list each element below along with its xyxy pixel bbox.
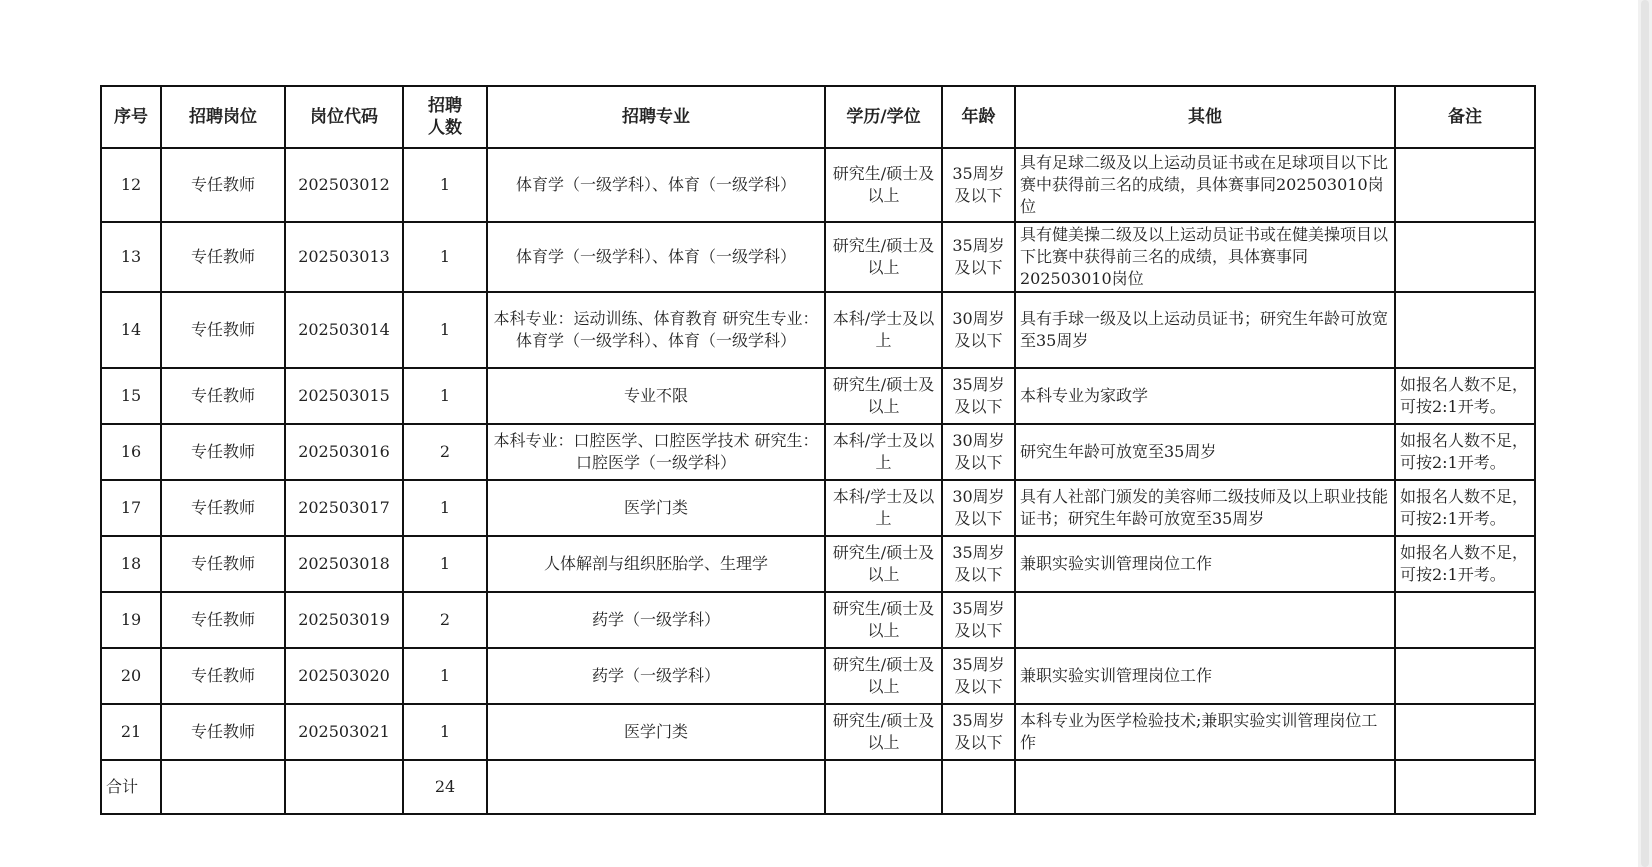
recruitment-table [100,85,1536,815]
cell-position: 专任教师 [161,222,285,292]
cell-other: 研究生年龄可放宽至35周岁 [1015,424,1395,480]
cell-no: 15 [101,368,161,424]
cell-count: 2 [403,592,487,648]
cell-major: 专业不限 [487,368,825,424]
cell-age: 30周岁及以下 [942,292,1015,368]
cell-code: 202503015 [285,368,403,424]
cell-other [1015,592,1395,648]
cell-count: 1 [403,148,487,222]
total-empty [1015,760,1395,814]
cell-count: 1 [403,648,487,704]
cell-other: 兼职实验实训管理岗位工作 [1015,536,1395,592]
cell-position: 专任教师 [161,704,285,760]
cell-age: 35周岁及以下 [942,704,1015,760]
header-note: 备注 [1395,86,1535,148]
header-count-line1: 招聘 [428,96,462,116]
cell-position: 专任教师 [161,480,285,536]
cell-no: 21 [101,704,161,760]
header-education: 学历/学位 [825,86,942,148]
cell-age: 35周岁及以下 [942,592,1015,648]
total-empty [161,760,285,814]
cell-no: 20 [101,648,161,704]
total-empty [1395,760,1535,814]
cell-note [1395,148,1535,222]
cell-count: 1 [403,536,487,592]
table-row [101,536,1535,592]
cell-no: 17 [101,480,161,536]
cell-code: 202503016 [285,424,403,480]
table-row [101,424,1535,480]
cell-education: 研究生/硕士及以上 [825,222,942,292]
cell-note: 如报名人数不足，可按2:1开考。 [1395,424,1535,480]
cell-major: 本科专业：运动训练、体育教育 研究生专业：体育学（一级学科）、体育（一级学科） [487,292,825,368]
table-row [101,292,1535,368]
cell-note [1395,222,1535,292]
cell-age: 35周岁及以下 [942,368,1015,424]
cell-other: 本科专业为医学检验技术;兼职实验实训管理岗位工作 [1015,704,1395,760]
header-count [403,86,487,148]
table-row [101,704,1535,760]
header-major: 招聘专业 [487,86,825,148]
total-empty [942,760,1015,814]
cell-code: 202503017 [285,480,403,536]
cell-no: 14 [101,292,161,368]
table-row [101,592,1535,648]
header-other: 其他 [1015,86,1395,148]
cell-count: 1 [403,480,487,536]
cell-age: 30周岁及以下 [942,424,1015,480]
header-code: 岗位代码 [285,86,403,148]
cell-education: 研究生/硕士及以上 [825,648,942,704]
cell-age: 35周岁及以下 [942,148,1015,222]
cell-other: 本科专业为家政学 [1015,368,1395,424]
header-row [101,86,1535,148]
cell-education: 本科/学士及以上 [825,424,942,480]
total-label: 合计 [101,760,161,814]
cell-age: 35周岁及以下 [942,222,1015,292]
cell-education: 研究生/硕士及以上 [825,704,942,760]
scrollbar-track[interactable] [1638,0,1652,867]
cell-code: 202503020 [285,648,403,704]
table-row [101,222,1535,292]
cell-position: 专任教师 [161,292,285,368]
cell-major: 本科专业：口腔医学、口腔医学技术 研究生：口腔医学（一级学科） [487,424,825,480]
cell-count: 1 [403,368,487,424]
total-empty [285,760,403,814]
cell-no: 12 [101,148,161,222]
cell-note: 如报名人数不足，可按2:1开考。 [1395,368,1535,424]
cell-major: 医学门类 [487,704,825,760]
scrollbar-thumb[interactable] [1641,0,1649,867]
cell-position: 专任教师 [161,368,285,424]
cell-note [1395,648,1535,704]
cell-age: 35周岁及以下 [942,536,1015,592]
cell-position: 专任教师 [161,536,285,592]
cell-education: 研究生/硕士及以上 [825,592,942,648]
cell-position: 专任教师 [161,148,285,222]
cell-note [1395,292,1535,368]
table-row [101,148,1535,222]
cell-other: 兼职实验实训管理岗位工作 [1015,648,1395,704]
cell-education: 本科/学士及以上 [825,480,942,536]
cell-count: 1 [403,704,487,760]
cell-major: 医学门类 [487,480,825,536]
cell-education: 研究生/硕士及以上 [825,368,942,424]
cell-note: 如报名人数不足，可按2:1开考。 [1395,480,1535,536]
cell-other: 具有手球一级及以上运动员证书；研究生年龄可放宽至35周岁 [1015,292,1395,368]
cell-note [1395,704,1535,760]
total-empty [825,760,942,814]
header-position: 招聘岗位 [161,86,285,148]
cell-position: 专任教师 [161,648,285,704]
cell-count: 1 [403,222,487,292]
cell-position: 专任教师 [161,592,285,648]
cell-position: 专任教师 [161,424,285,480]
cell-note [1395,592,1535,648]
cell-note: 如报名人数不足，可按2:1开考。 [1395,536,1535,592]
table-row [101,480,1535,536]
cell-education: 本科/学士及以上 [825,292,942,368]
cell-code: 202503019 [285,592,403,648]
cell-education: 研究生/硕士及以上 [825,536,942,592]
table-row [101,368,1535,424]
cell-major: 药学（一级学科） [487,648,825,704]
cell-count: 2 [403,424,487,480]
total-count: 24 [403,760,487,814]
cell-other: 具有人社部门颁发的美容师二级技师及以上职业技能证书；研究生年龄可放宽至35周岁 [1015,480,1395,536]
cell-code: 202503014 [285,292,403,368]
cell-no: 19 [101,592,161,648]
cell-age: 30周岁及以下 [942,480,1015,536]
cell-count: 1 [403,292,487,368]
cell-major: 药学（一级学科） [487,592,825,648]
cell-other: 具有健美操二级及以上运动员证书或在健美操项目以下比赛中获得前三名的成绩，具体赛事同202503010岗位 [1015,222,1395,292]
total-row [101,760,1535,814]
cell-no: 16 [101,424,161,480]
cell-major: 体育学（一级学科）、体育（一级学科） [487,222,825,292]
cell-education: 研究生/硕士及以上 [825,148,942,222]
cell-code: 202503021 [285,704,403,760]
cell-major: 人体解剖与组织胚胎学、生理学 [487,536,825,592]
header-count-line2: 人数 [428,118,462,138]
cell-no: 13 [101,222,161,292]
cell-major: 体育学（一级学科）、体育（一级学科） [487,148,825,222]
cell-code: 202503012 [285,148,403,222]
header-no: 序号 [101,86,161,148]
table-row [101,648,1535,704]
total-empty [487,760,825,814]
cell-other: 具有足球二级及以上运动员证书或在足球项目以下比赛中获得前三名的成绩，具体赛事同202503010岗位 [1015,148,1395,222]
cell-code: 202503018 [285,536,403,592]
cell-no: 18 [101,536,161,592]
cell-code: 202503013 [285,222,403,292]
cell-age: 35周岁及以下 [942,648,1015,704]
header-age: 年龄 [942,86,1015,148]
